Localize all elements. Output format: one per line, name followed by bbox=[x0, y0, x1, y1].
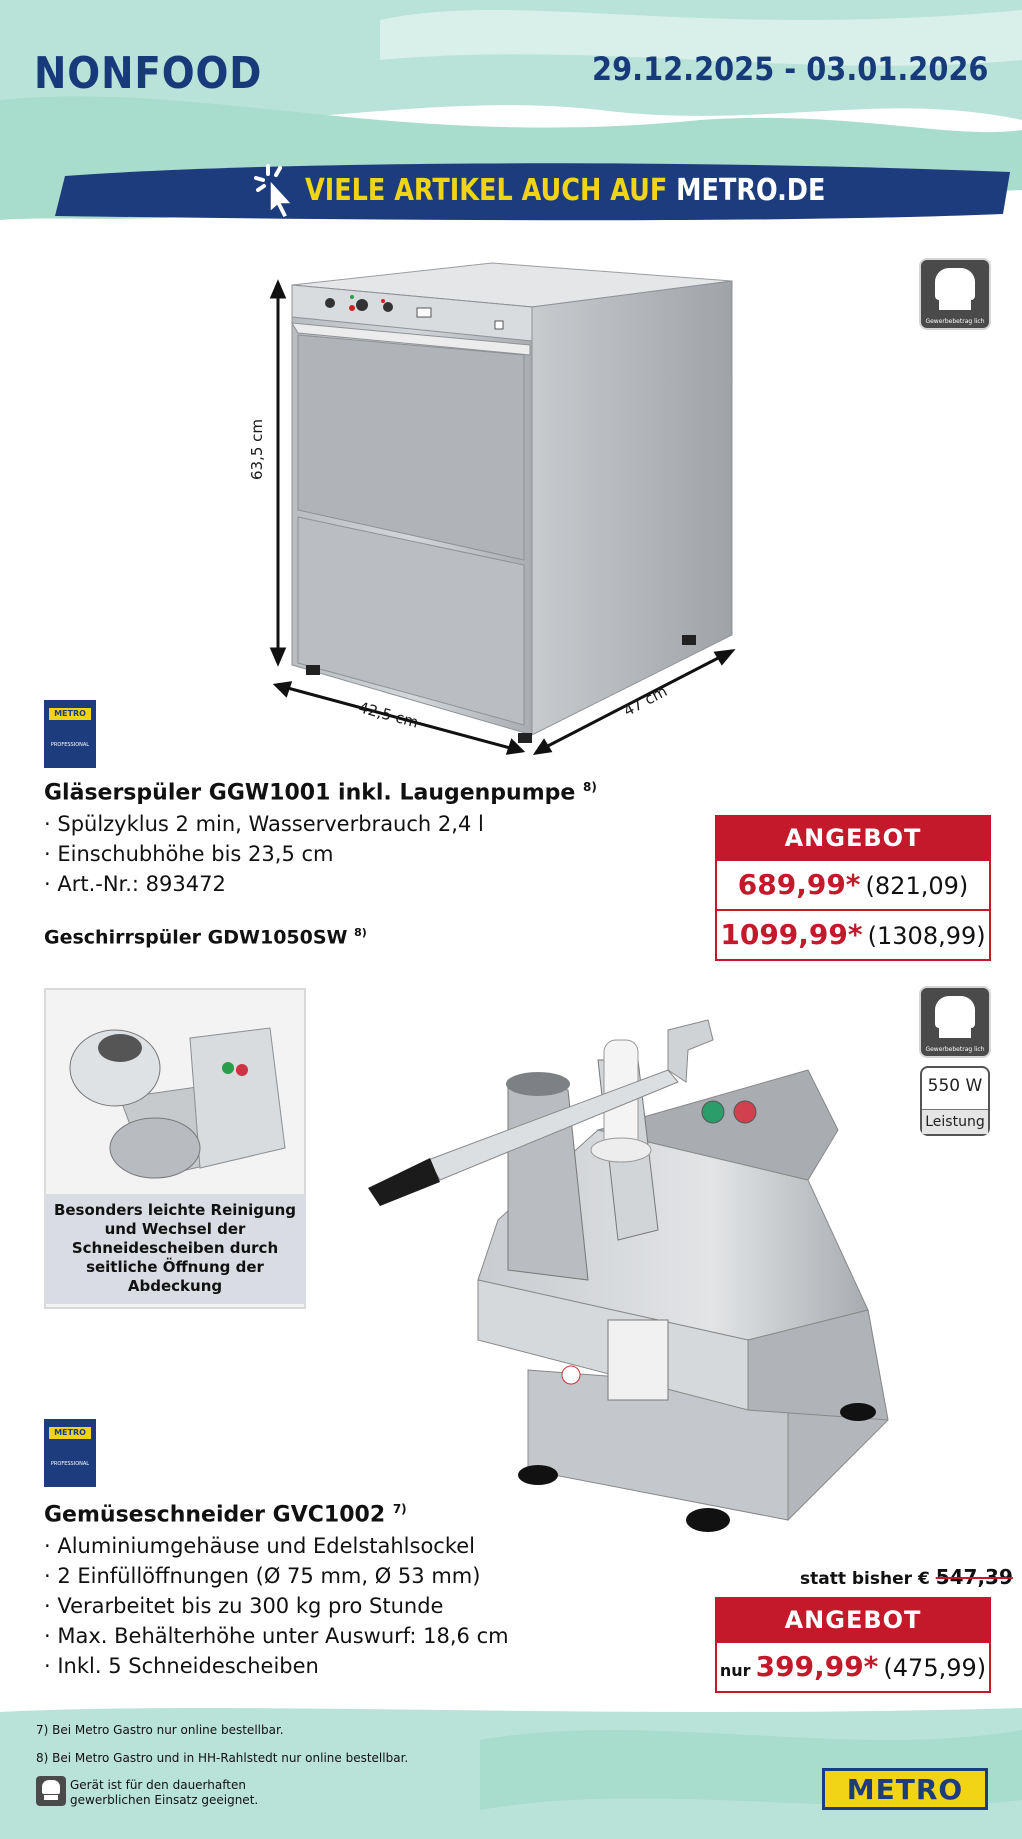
product2-title bbox=[44, 1502, 407, 1527]
footnote-7: 7) Bei Metro Gastro nur online bestellbar. bbox=[36, 1723, 284, 1737]
chef-hat-icon bbox=[935, 268, 975, 300]
product1-price-box bbox=[715, 815, 991, 961]
old-price-label: statt bisher € bbox=[800, 1569, 930, 1589]
list-item: · Max. Behälterhöhe unter Auswurf: 18,6 cm bbox=[44, 1621, 509, 1651]
variant-footnote-ref: 8) bbox=[354, 926, 367, 939]
date-range: 29.12.2025 - 03.01.2026 bbox=[591, 50, 988, 88]
price-gross: (1308,99) bbox=[867, 922, 986, 950]
price-row bbox=[717, 909, 989, 959]
product1-title bbox=[44, 780, 597, 805]
detail-image bbox=[60, 998, 290, 1188]
price-net: 1099,99* bbox=[720, 918, 863, 951]
footnote-commercial-line1: Gerät ist für den dauerhaften bbox=[70, 1778, 246, 1792]
footnote-8: 8) Bei Metro Gastro und in HH-Rahlstedt nur online bestellbar. bbox=[36, 1751, 409, 1765]
list-item: · Verarbeitet bis zu 300 kg pro Stunde bbox=[44, 1591, 509, 1621]
product2-title-text: Gemüseschneider GVC1002 bbox=[44, 1502, 386, 1528]
product1-features bbox=[44, 809, 484, 899]
product1-title-text: Gläserspüler GGW1001 inkl. Laugenpumpe bbox=[44, 780, 576, 806]
price-row bbox=[717, 859, 989, 909]
badge-label: Gewerbebetrag lich bbox=[925, 318, 985, 325]
metro-professional-logo bbox=[44, 1419, 96, 1487]
cursor-click-icon bbox=[252, 160, 304, 222]
price-gross: (821,09) bbox=[865, 872, 969, 900]
commercial-use-badge bbox=[919, 986, 991, 1058]
vegetable-cutter-image bbox=[368, 1000, 908, 1545]
list-item: · Spülzyklus 2 min, Wasserverbrauch 2,4 l bbox=[44, 809, 484, 839]
price-net: 399,99* bbox=[755, 1650, 879, 1683]
banner-label: VIELE ARTIKEL AUCH AUF bbox=[305, 173, 668, 208]
price-row bbox=[717, 1641, 989, 1691]
old-price-value: 547,39 bbox=[935, 1565, 1013, 1589]
list-item: · Aluminiumgehäuse und Edelstahlsockel bbox=[44, 1531, 509, 1561]
list-item: · Inkl. 5 Schneidescheiben bbox=[44, 1651, 509, 1681]
dimension-width-label: 42,5 cm bbox=[356, 698, 421, 732]
product2-footnote-ref: 7) bbox=[392, 1502, 407, 1516]
metro-logo-text: METRO bbox=[846, 1773, 964, 1806]
banner-link[interactable]: METRO.DE bbox=[676, 173, 826, 208]
list-item: · 2 Einfüllöffnungen (Ø 75 mm, Ø 53 mm) bbox=[44, 1561, 509, 1591]
offer-label: ANGEBOT bbox=[717, 1599, 989, 1641]
list-item: · Art.-Nr.: 893472 bbox=[44, 869, 484, 899]
metro-professional-logo bbox=[44, 700, 96, 768]
pro-logo-top: METRO bbox=[49, 708, 91, 720]
offer-label: ANGEBOT bbox=[717, 817, 989, 859]
price-net: 689,99* bbox=[737, 868, 861, 901]
metro-logo bbox=[822, 1768, 988, 1810]
pro-logo-bottom: PROFESSIONAL bbox=[50, 742, 90, 748]
product1-variant-title bbox=[44, 926, 367, 948]
detail-caption: Besonders leichte Reinigung und Wechsel der Schneidescheiben durch seitliche Öffnung der Abdeckung bbox=[53, 1201, 297, 1295]
price-prefix: nur bbox=[719, 1661, 751, 1680]
pro-logo-top: METRO bbox=[49, 1427, 91, 1439]
variant-title-text: Geschirrspüler GDW1050SW bbox=[44, 926, 348, 949]
pro-logo-bottom: PROFESSIONAL bbox=[50, 1461, 90, 1467]
old-price bbox=[800, 1565, 1013, 1589]
power-value: 550 W bbox=[927, 1076, 983, 1096]
section-title: NONFOOD bbox=[34, 48, 263, 99]
list-item: · Einschubhöhe bis 23,5 cm bbox=[44, 839, 484, 869]
banner-text[interactable] bbox=[305, 173, 825, 208]
product1-footnote-ref: 8) bbox=[582, 780, 597, 794]
glass-washer-image bbox=[262, 255, 752, 760]
commercial-use-badge bbox=[919, 258, 991, 330]
power-badge bbox=[920, 1066, 990, 1136]
dimension-depth-label: 47 cm bbox=[620, 682, 671, 720]
price-gross: (475,99) bbox=[883, 1654, 987, 1682]
product2-price-box bbox=[715, 1597, 991, 1693]
product2-features bbox=[44, 1531, 509, 1681]
power-label: Leistung bbox=[922, 1109, 988, 1134]
dimension-height-label: 63,5 cm bbox=[248, 418, 266, 480]
footnote-commercial-line2: gewerblichen Einsatz geeignet. bbox=[70, 1793, 259, 1807]
badge-label: Gewerbebetrag lich bbox=[925, 1046, 985, 1053]
chef-hat-icon bbox=[36, 1776, 66, 1806]
chef-hat-icon bbox=[935, 996, 975, 1028]
